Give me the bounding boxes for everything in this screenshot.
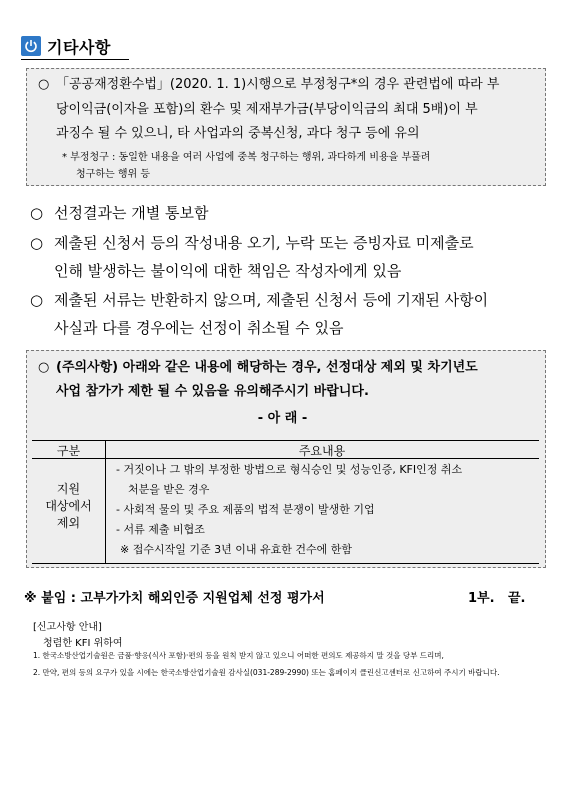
box1-line1: 「공공재정환수법」(2020. 1. 1)시행으로 부정청구*의 경우 관련법에 따라 부	[56, 77, 500, 92]
footer-greeting: 청렴한 KFI 위하여	[43, 638, 123, 649]
box1-marker: ○	[38, 77, 50, 92]
box2-marker: ○	[38, 360, 50, 375]
box1-line2: 당이익금(이자을 포함)의 환수 및 제재부가금(부당이익금의 최대 5배)이 부	[56, 102, 478, 117]
box2-line2: 사업 참가가 제한 될 수 있음을 유의해주시기 바랍니다.	[56, 384, 369, 399]
table-item-1-cont: 처분을 받은 경우	[128, 483, 210, 496]
attachment-end: 끝.	[508, 591, 526, 606]
item2-marker: ○	[30, 234, 44, 252]
attachment-label: ※ 붙임 : 고부가가치 해외인증 지원업체 선정 평가서	[24, 591, 325, 606]
item3-text-line2: 사실과 다를 경우에는 선정이 취소될 수 있음	[54, 319, 344, 337]
header-underline	[21, 59, 129, 60]
exclusion-table	[32, 440, 539, 564]
table-category-cell: 지원 대상에서 제외	[45, 482, 92, 530]
item2-text-line2: 인해 발생하는 불이익에 대한 책임은 작성자에게 있음	[54, 262, 402, 280]
item3-marker: ○	[30, 291, 44, 309]
section-title: 기타사항	[47, 38, 111, 57]
box2-line1: (주의사항) 아래와 같은 내용에 해당하는 경우, 선정대상 제외 및 차기년도	[56, 360, 478, 375]
table-item-note: ※ 접수시작일 기준 3년 이내 유효한 건수에 한함	[120, 543, 352, 556]
item1-marker: ○	[30, 204, 44, 222]
footer-title: [신고사항 안내]	[33, 622, 102, 633]
item1-text: 선정결과는 개별 통보함	[54, 204, 209, 222]
table-header-content: 주요내용	[298, 444, 346, 458]
table-header-category: 구분	[56, 444, 81, 458]
box1-note2: 청구하는 행위 등	[76, 169, 150, 180]
table-item-2: - 사회적 물의 및 주요 제품의 법적 분쟁이 발생한 기업	[116, 503, 375, 516]
footer-line1: 1. 한국소방산업기술원은 금품·향응(식사 포함)·편의 등을 원칙 받지 않고 있으니 어떠한 편의도 제공하지 말 것을 당부 드리며,	[33, 651, 444, 660]
box2-center-heading: - 아 래 -	[257, 411, 308, 426]
box1-line3: 과징수 될 수 있으니, 타 사업과의 중복신청, 과다 청구 등에 유의	[56, 126, 420, 141]
attachment-count: 1부.	[468, 591, 495, 606]
box1-note1: * 부정청구 : 동일한 내용을 여러 사업에 중복 청구하는 행위, 과다하게 비용을 부풀려	[62, 152, 431, 163]
item3-text-line1: 제출된 서류는 반환하지 않으며, 제출된 신청서 등에 기재된 사항이	[54, 291, 489, 309]
section-header	[21, 36, 129, 56]
table-item-1: - 거짓이나 그 밖의 부정한 방법으로 형식승인 및 성능인증, KFI인정 취소	[116, 463, 463, 476]
item2-text-line1: 제출된 신청서 등의 작성내용 오기, 누락 또는 증빙자료 미제출로	[54, 234, 474, 252]
footer-line2: 2. 만약, 편의 등의 요구가 있을 시에는 한국소방산업기술원 감사실(031-289-2990) 또는 홈페이지 클린신고센터로 신고하여 주시기 바랍니다.	[33, 668, 500, 677]
power-icon	[21, 36, 41, 56]
table-item-3: - 서류 제출 비협조	[116, 523, 205, 536]
